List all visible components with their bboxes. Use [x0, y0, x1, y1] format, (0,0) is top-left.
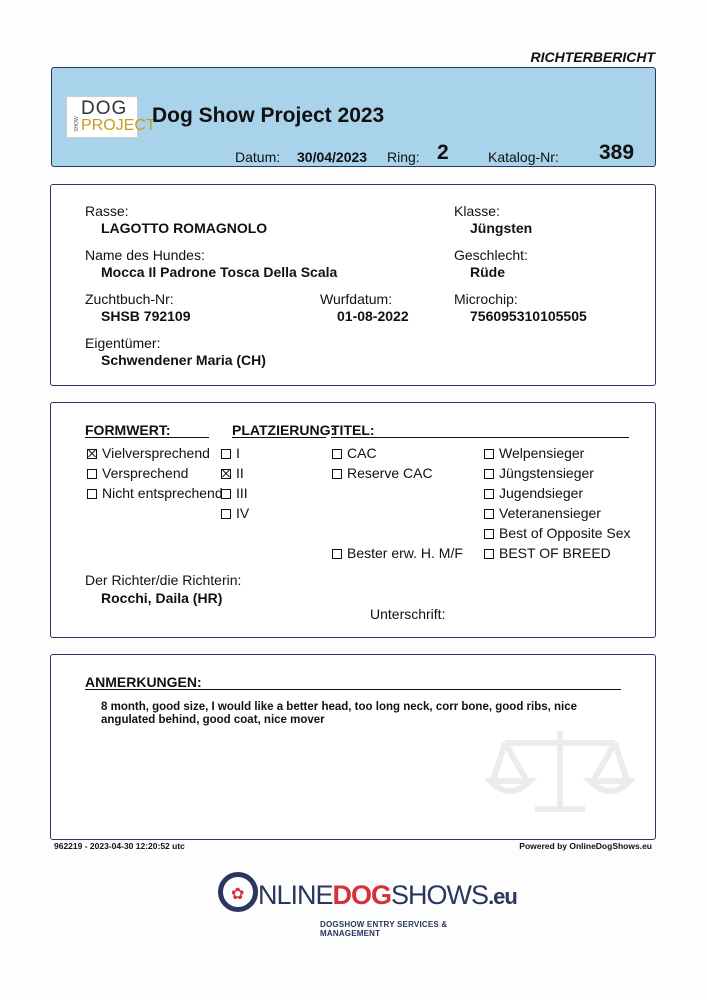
- class-label: Klasse:: [454, 203, 500, 219]
- footer-powered-by: Powered by OnlineDogShows.eu: [519, 841, 652, 851]
- report-title: RICHTERBERICHT: [530, 49, 655, 65]
- placement-option[interactable]: [221, 505, 249, 525]
- show-title: Dog Show Project 2023: [152, 104, 385, 127]
- formwert-underline: [85, 437, 209, 438]
- title-winner-checkbox[interactable]: [484, 529, 494, 539]
- formwert-checkbox[interactable]: [87, 489, 97, 499]
- remarks-heading: ANMERKUNGEN:: [85, 674, 202, 690]
- title-cac-option[interactable]: [332, 465, 433, 485]
- formwert-option[interactable]: [87, 465, 223, 485]
- title-winner-checkbox[interactable]: [484, 489, 494, 499]
- title-winner-option[interactable]: [484, 525, 631, 545]
- ring-label: Ring:: [387, 149, 420, 165]
- dog-name-value: Mocca Il Padrone Tosca Della Scala: [101, 264, 338, 280]
- formwert-options: [87, 445, 223, 505]
- placement-label: II: [236, 465, 244, 481]
- formwert-option[interactable]: [87, 445, 223, 465]
- title-winner-label: Jugendsieger: [499, 485, 584, 501]
- title-winner-label: BEST OF BREED: [499, 545, 611, 561]
- placement-label: III: [236, 485, 248, 501]
- remarks-panel: [50, 654, 656, 840]
- breed-value: LAGOTTO ROMAGNOLO: [101, 220, 268, 236]
- owner-label: Eigentümer:: [85, 335, 161, 351]
- placement-label: IV: [236, 505, 250, 521]
- scales-watermark-icon: [485, 721, 635, 821]
- title-underline: [331, 437, 629, 438]
- title-winner-option[interactable]: [484, 485, 631, 505]
- title-options-cac: [332, 445, 433, 485]
- header-panel: [51, 67, 656, 167]
- microchip-value: 756095310105505: [470, 308, 587, 324]
- title-cac-checkbox[interactable]: [332, 469, 342, 479]
- placement-option[interactable]: [221, 465, 249, 485]
- date-label: Datum:: [235, 149, 281, 165]
- judge-value: Rocchi, Daila (HR): [101, 590, 223, 606]
- title-cac-label: Reserve CAC: [347, 465, 433, 481]
- remarks-text: 8 month, good size, I would like a better head, too long neck, corr bone, good ribs, nice angulated behind, good coat, nice mover: [101, 701, 578, 726]
- title-winner-option[interactable]: [484, 545, 631, 565]
- title-winner-option[interactable]: [484, 465, 631, 485]
- logo-project-text: PROJECT: [81, 117, 156, 134]
- logo-dog-text: DOG: [81, 98, 128, 119]
- catalog-label: Katalog-Nr:: [488, 149, 559, 165]
- dog-name-label: Name des Hundes:: [85, 247, 205, 263]
- best-adult-option[interactable]: [332, 545, 463, 561]
- placement-checkbox[interactable]: [221, 489, 231, 499]
- footer-timestamp: 962219 - 2023-04-30 12:20:52 utc: [54, 841, 185, 851]
- title-winner-option[interactable]: [484, 445, 631, 465]
- title-winner-label: Best of Opposite Sex: [499, 525, 631, 541]
- title-winner-checkbox[interactable]: [484, 509, 494, 519]
- studbook-value: SHSB 792109: [101, 308, 191, 324]
- brand-subtitle: DOGSHOW ENTRY SERVICES & MANAGEMENT: [320, 920, 448, 938]
- microchip-label: Microchip:: [454, 291, 518, 307]
- date-value: 30/04/2023: [297, 149, 368, 165]
- paw-icon: ✿: [231, 886, 245, 903]
- remarks-underline: [85, 689, 621, 690]
- breed-label: Rasse:: [85, 203, 129, 219]
- title-winner-checkbox[interactable]: [484, 549, 494, 559]
- brand-nline: NLINE: [258, 880, 333, 910]
- title-cac-label: CAC: [347, 445, 377, 461]
- title-winner-checkbox[interactable]: [484, 469, 494, 479]
- placement-checkbox[interactable]: [221, 449, 231, 459]
- title-winner-checkbox[interactable]: [484, 449, 494, 459]
- placement-label: I: [236, 445, 240, 461]
- owner-value: Schwendener Maria (CH): [101, 352, 266, 368]
- formwert-label: Vielversprechend: [102, 445, 210, 461]
- judge-label: Der Richter/die Richterin:: [85, 572, 242, 588]
- placement-heading: PLATZIERUNG:: [232, 422, 336, 438]
- birth-date-value: 01-08-2022: [337, 308, 409, 324]
- brand-shows: SHOWS: [391, 880, 489, 910]
- brand-eu: .eu: [488, 884, 517, 909]
- formwert-option[interactable]: [87, 485, 223, 505]
- placement-underline: [232, 437, 326, 438]
- formwert-label: Nicht entsprechend: [102, 485, 223, 501]
- studbook-label: Zuchtbuch-Nr:: [85, 291, 174, 307]
- formwert-checkbox[interactable]: [87, 449, 97, 459]
- title-winner-label: Jüngstensieger: [499, 465, 594, 481]
- logo-side-text: SHOW: [73, 116, 80, 132]
- title-winner-option[interactable]: [484, 505, 631, 525]
- evaluation-panel: [50, 402, 656, 638]
- paw-circle-icon: [218, 872, 258, 912]
- class-value: Jüngsten: [470, 220, 533, 236]
- formwert-checkbox[interactable]: [87, 469, 97, 479]
- title-cac-option[interactable]: [332, 445, 433, 465]
- catalog-value: 389: [599, 141, 635, 164]
- dog-project-logo: [66, 96, 156, 138]
- placement-option[interactable]: [221, 445, 249, 465]
- ring-value: 2: [437, 141, 449, 164]
- onlinedogshows-logo: [218, 870, 517, 938]
- placement-option[interactable]: [221, 485, 249, 505]
- brand-dog: DOG: [332, 880, 392, 910]
- dog-info-panel: [50, 184, 656, 386]
- title-cac-checkbox[interactable]: [332, 449, 342, 459]
- sex-label: Geschlecht:: [454, 247, 528, 263]
- title-options-winner: [484, 445, 631, 565]
- placement-options: [221, 445, 249, 525]
- title-winner-label: Veteranensieger: [499, 505, 601, 521]
- placement-checkbox[interactable]: [221, 469, 231, 479]
- sex-value: Rüde: [470, 264, 505, 280]
- best-adult-checkbox[interactable]: [332, 549, 342, 559]
- signature-label: Unterschrift:: [370, 606, 446, 622]
- best-adult-label: Bester erw. H. M/F: [347, 545, 463, 561]
- brand-text: [258, 880, 517, 911]
- title-winner-label: Welpensieger: [499, 445, 585, 461]
- formwert-heading: FORMWERT:: [85, 422, 171, 438]
- formwert-label: Versprechend: [102, 465, 189, 481]
- birth-date-label: Wurfdatum:: [320, 291, 393, 307]
- placement-checkbox[interactable]: [221, 509, 231, 519]
- title-heading: TITEL:: [331, 422, 375, 438]
